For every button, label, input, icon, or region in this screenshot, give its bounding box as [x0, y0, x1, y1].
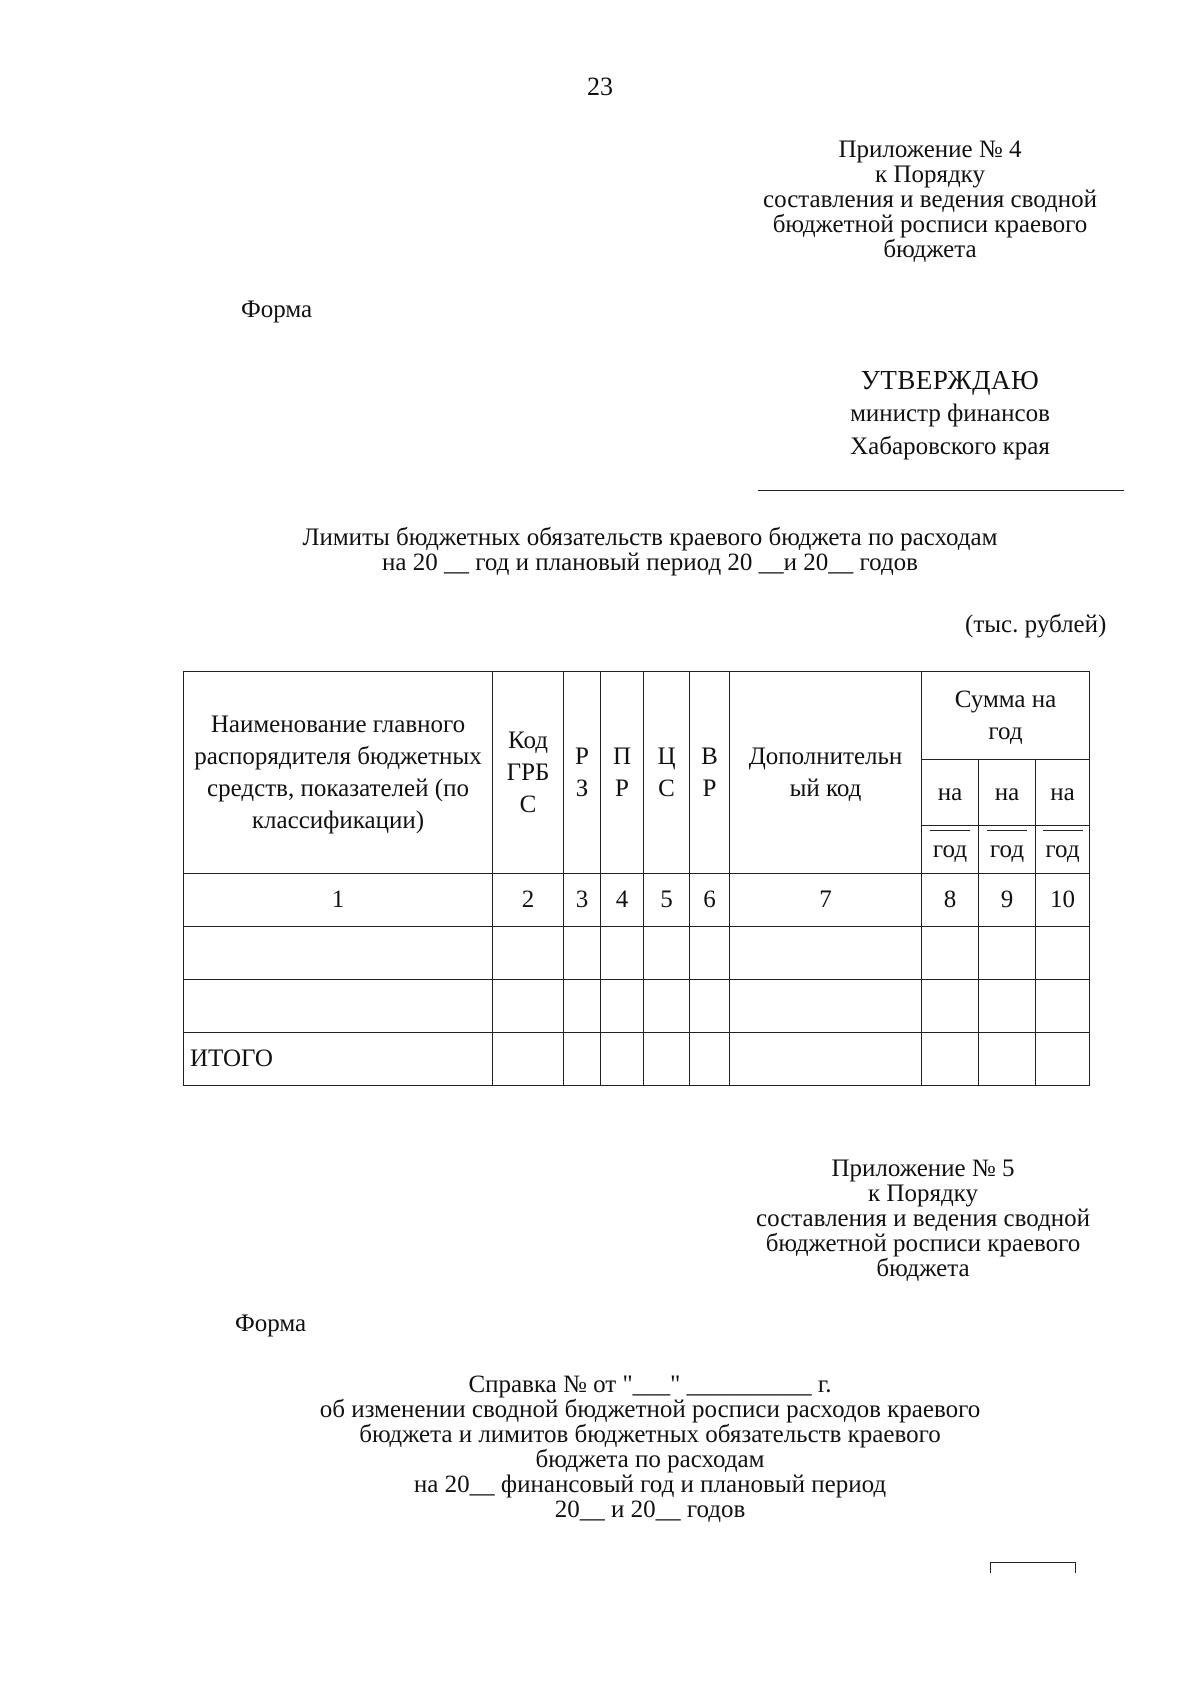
appendix-4-line: бюджета: [883, 236, 977, 263]
col-number: 5: [644, 874, 690, 927]
appendix-5-line: к Порядку: [868, 1180, 978, 1207]
col-number: 2: [493, 874, 564, 927]
signature-line: [758, 490, 1124, 491]
header-year-10-top: [1036, 760, 1090, 826]
limits-table: [183, 671, 1090, 1086]
certificate-title: [200, 1372, 1100, 1522]
table-row: [184, 980, 1090, 1033]
col-number: 1: [184, 874, 493, 927]
approval-region: Хабаровского края: [850, 433, 1050, 460]
certificate-line: Справка № от "___" __________ г.: [468, 1371, 832, 1398]
appendix-5-line: Приложение № 5: [831, 1155, 1015, 1182]
header-vr: В Р: [690, 672, 730, 874]
appendix-4-line: составления и ведения сводной: [762, 186, 1098, 213]
appendix-4-line: к Порядку: [875, 161, 985, 188]
certificate-line: бюджета и лимитов бюджетных обязательств краевого: [359, 1421, 941, 1448]
document-title: [200, 525, 1100, 575]
header-name: Наименование главного распорядителя бюджетных средств, показателей (по классификации): [184, 672, 493, 874]
header-year-9-bottom: год: [979, 826, 1036, 874]
appendix-5-header: [733, 1156, 1113, 1281]
total-row: [184, 1033, 1090, 1086]
total-label: ИТОГО: [184, 1033, 493, 1086]
header-sum: Сумма на год: [922, 672, 1090, 760]
col-number: 3: [564, 874, 601, 927]
page-number: 23: [587, 72, 613, 101]
col-number: 4: [601, 874, 644, 927]
approval-block: [800, 363, 1100, 463]
form-label: Форма: [235, 1310, 307, 1337]
col-number: 9: [979, 874, 1036, 927]
form-label: Форма: [241, 296, 313, 323]
header-cs: Ц С: [644, 672, 690, 874]
approval-title: УТВЕРЖДАЮ: [860, 365, 1040, 395]
header-year-9-top: [979, 760, 1036, 826]
title-line: на 20 __ год и плановый период 20 __и 20__ годов: [382, 549, 918, 576]
certificate-line: на 20__ финансовый год и плановый период: [413, 1471, 887, 1498]
header-year-8-bottom: год: [922, 826, 979, 874]
appendix-4-line: Приложение № 4: [838, 136, 1022, 163]
certificate-line: 20__ и 20__ годов: [554, 1496, 746, 1523]
appendix-4-header: [740, 137, 1120, 262]
code-box: [990, 1562, 1076, 1573]
certificate-line: об изменении сводной бюджетной росписи расходов краевого: [319, 1396, 981, 1423]
certificate-line: бюджета по расходам: [535, 1446, 765, 1473]
col-number: 8: [922, 874, 979, 927]
header-pr: П Р: [601, 672, 644, 874]
appendix-5-line: бюджетной росписи краевого: [765, 1230, 1081, 1257]
header-year-8-top: [922, 760, 979, 826]
col-number: 10: [1036, 874, 1090, 927]
appendix-5-line: составления и ведения сводной: [755, 1205, 1091, 1232]
appendix-4-line: бюджетной росписи краевого: [772, 211, 1088, 238]
header-grbs: Код ГРБ С: [493, 672, 564, 874]
na-label: на: [1050, 778, 1075, 806]
header-rz: Р З: [564, 672, 601, 874]
na-label: на: [937, 778, 963, 806]
na-label: на: [994, 778, 1020, 806]
header-year-10-bottom: год: [1036, 826, 1090, 874]
approval-position: министр финансов: [850, 400, 1050, 427]
col-number: 6: [690, 874, 730, 927]
col-number: 7: [730, 874, 922, 927]
appendix-5-line: бюджета: [876, 1255, 970, 1282]
table-row: [184, 927, 1090, 980]
title-line: Лимиты бюджетных обязательств краевого бюджета по расходам: [302, 524, 998, 551]
header-extra-code: Дополнительн ый код: [730, 672, 922, 874]
units-label: (тыс. рублей): [965, 611, 1107, 638]
